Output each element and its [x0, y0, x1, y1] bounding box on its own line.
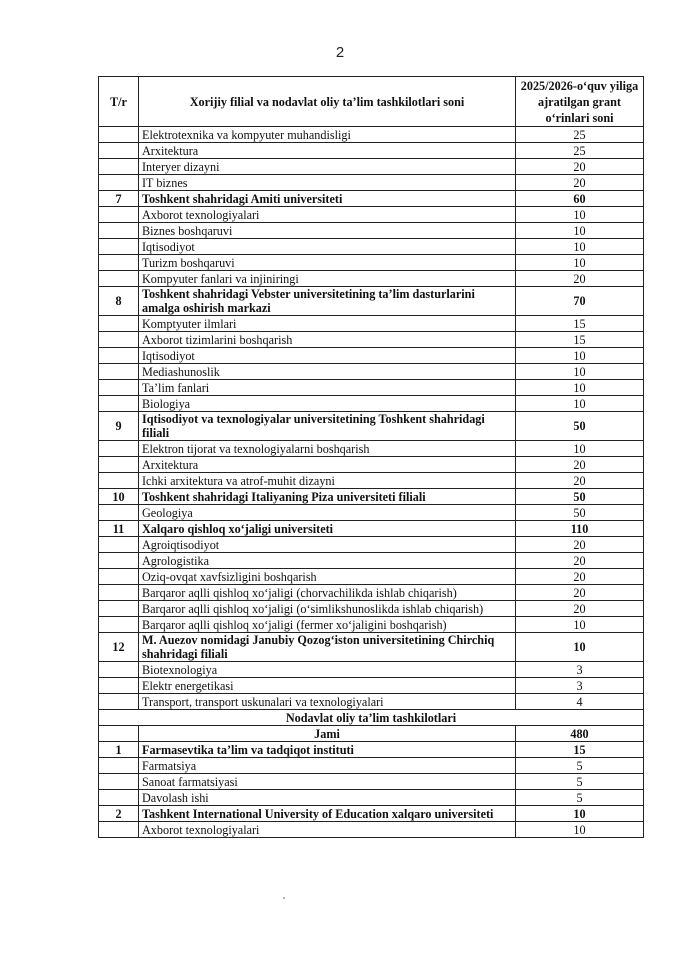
row-number: 9: [99, 412, 139, 441]
row-number: [99, 774, 139, 790]
program-name: Kompyuter fanlari va injiniringi: [139, 271, 516, 287]
grant-count: 20: [516, 553, 644, 569]
grant-count: 20: [516, 457, 644, 473]
row-number: [99, 364, 139, 380]
row-number: [99, 585, 139, 601]
scan-dot: [283, 897, 285, 899]
program-name: Agroiqtisodiyot: [139, 537, 516, 553]
grant-count: 5: [516, 758, 644, 774]
institution-row: [99, 806, 644, 822]
program-row: [99, 127, 644, 143]
row-number: [99, 601, 139, 617]
institution-row: [99, 633, 644, 662]
row-number: [99, 380, 139, 396]
program-row: [99, 332, 644, 348]
row-number: [99, 457, 139, 473]
grant-count: 25: [516, 127, 644, 143]
grant-count: 4: [516, 694, 644, 710]
program-row: [99, 207, 644, 223]
grant-count: 10: [516, 822, 644, 838]
program-row: [99, 662, 644, 678]
institution-name: Tashkent International University of Education xalqaro universiteti: [139, 806, 516, 822]
program-name: Biznes boshqaruvi: [139, 223, 516, 239]
row-number: [99, 271, 139, 287]
program-row: [99, 348, 644, 364]
grant-count: 10: [516, 223, 644, 239]
program-row: [99, 457, 644, 473]
row-number: [99, 159, 139, 175]
row-number: [99, 662, 139, 678]
program-name: Iqtisodiyot: [139, 239, 516, 255]
program-row: [99, 271, 644, 287]
row-number: [99, 758, 139, 774]
grant-count: 50: [516, 489, 644, 505]
grant-count: 10: [516, 207, 644, 223]
grant-count: 20: [516, 159, 644, 175]
program-name: Arxitektura: [139, 143, 516, 159]
page-number: 2: [335, 44, 345, 61]
program-row: [99, 553, 644, 569]
program-name: Barqaror aqlli qishloq xo‘jaligi (o‘simlikshunoslikda ishlab chiqarish): [139, 601, 516, 617]
program-row: [99, 223, 644, 239]
program-name: Axborot texnologiyalari: [139, 207, 516, 223]
program-name: Komptyuter ilmlari: [139, 316, 516, 332]
program-row: [99, 601, 644, 617]
program-row: [99, 473, 644, 489]
program-name: Ichki arxitektura va atrof-muhit dizayni: [139, 473, 516, 489]
row-number: [99, 239, 139, 255]
header-number: T/r: [99, 77, 139, 127]
program-name: Mediashunoslik: [139, 364, 516, 380]
grant-count: 20: [516, 271, 644, 287]
grant-count: 10: [516, 806, 644, 822]
grant-count: 20: [516, 585, 644, 601]
grant-count: 10: [516, 255, 644, 271]
section-row: [99, 710, 644, 726]
program-row: [99, 239, 644, 255]
institution-row: [99, 191, 644, 207]
program-row: [99, 678, 644, 694]
institution-row: [99, 742, 644, 758]
program-name: Interyer dizayni: [139, 159, 516, 175]
grant-count: 20: [516, 537, 644, 553]
row-number: 11: [99, 521, 139, 537]
program-name: Axborot texnologiyalari: [139, 822, 516, 838]
institution-name: Iqtisodiyot va texnologiyalar universitetining Toshkent shahridagi filiali: [139, 412, 516, 441]
program-name: Elektron tijorat va texnologiyalarni boshqarish: [139, 441, 516, 457]
program-row: [99, 758, 644, 774]
program-row: [99, 694, 644, 710]
institution-name: Toshkent shahridagi Italiyaning Piza universiteti filiali: [139, 489, 516, 505]
program-row: [99, 790, 644, 806]
grant-count: 20: [516, 473, 644, 489]
institution-row: [99, 521, 644, 537]
program-row: [99, 774, 644, 790]
grant-count: 60: [516, 191, 644, 207]
program-row: [99, 159, 644, 175]
header-name: Xorijiy filial va nodavlat oliy ta’lim tashkilotlari soni: [139, 77, 516, 127]
program-name: Farmatsiya: [139, 758, 516, 774]
grant-count: 70: [516, 287, 644, 316]
program-row: [99, 585, 644, 601]
row-number: [99, 396, 139, 412]
row-number: 1: [99, 742, 139, 758]
grant-count: 10: [516, 380, 644, 396]
header-count: 2025/2026-o‘quv yiliga ajratilgan grant o‘rinlari soni: [516, 77, 644, 127]
grant-count: 15: [516, 332, 644, 348]
program-name: Arxitektura: [139, 457, 516, 473]
row-number: [99, 617, 139, 633]
row-number: [99, 143, 139, 159]
institution-name: Xalqaro qishloq xo‘jaligi universiteti: [139, 521, 516, 537]
program-row: [99, 537, 644, 553]
row-number: 10: [99, 489, 139, 505]
program-row: [99, 143, 644, 159]
row-number: [99, 569, 139, 585]
row-number: [99, 822, 139, 838]
program-row: [99, 441, 644, 457]
program-row: [99, 364, 644, 380]
total-label: Jami: [139, 726, 516, 742]
row-number: [99, 316, 139, 332]
row-number: [99, 537, 139, 553]
grant-count: 10: [516, 617, 644, 633]
program-name: Biotexnologiya: [139, 662, 516, 678]
program-row: [99, 617, 644, 633]
row-number: [99, 127, 139, 143]
program-name: Barqaror aqlli qishloq xo‘jaligi (chorvachilikda ishlab chiqarish): [139, 585, 516, 601]
grant-count: 50: [516, 505, 644, 521]
grant-count: 10: [516, 348, 644, 364]
program-name: Transport, transport uskunalari va texnologiyalari: [139, 694, 516, 710]
row-number: 8: [99, 287, 139, 316]
row-number: [99, 694, 139, 710]
program-name: Sanoat farmatsiyasi: [139, 774, 516, 790]
program-name: Ta’lim fanlari: [139, 380, 516, 396]
row-number: [99, 332, 139, 348]
row-number: [99, 348, 139, 364]
row-number: 2: [99, 806, 139, 822]
institution-name: Farmasevtika ta’lim va tadqiqot instituti: [139, 742, 516, 758]
grant-count: 10: [516, 633, 644, 662]
program-name: Agrologistika: [139, 553, 516, 569]
grant-count: 10: [516, 441, 644, 457]
row-number: [99, 207, 139, 223]
row-number: [99, 473, 139, 489]
program-name: Biologiya: [139, 396, 516, 412]
row-number: [99, 175, 139, 191]
grant-count: 20: [516, 569, 644, 585]
program-name: Barqaror aqlli qishloq xo‘jaligi (fermer xo‘jaligini boshqarish): [139, 617, 516, 633]
program-row: [99, 175, 644, 191]
row-number: [99, 726, 139, 742]
institution-name: Toshkent shahridagi Amiti universiteti: [139, 191, 516, 207]
institution-name: Toshkent shahridagi Vebster universitetining ta’lim dasturlarini amalga oshirish markazi: [139, 287, 516, 316]
grant-count: 15: [516, 742, 644, 758]
program-row: [99, 505, 644, 521]
grant-table: [98, 76, 644, 838]
section-title: Nodavlat oliy ta’lim tashkilotlari: [99, 710, 644, 726]
row-number: [99, 505, 139, 521]
program-name: Elektrotexnika va kompyuter muhandisligi: [139, 127, 516, 143]
grant-count: 10: [516, 364, 644, 380]
grant-count: 5: [516, 774, 644, 790]
grant-count: 20: [516, 601, 644, 617]
table-body: [99, 127, 644, 838]
row-number: [99, 790, 139, 806]
grant-count: 25: [516, 143, 644, 159]
row-number: [99, 223, 139, 239]
row-number: [99, 255, 139, 271]
total-row: [99, 726, 644, 742]
program-name: IT biznes: [139, 175, 516, 191]
program-name: Turizm boshqaruvi: [139, 255, 516, 271]
program-name: Iqtisodiyot: [139, 348, 516, 364]
row-number: 12: [99, 633, 139, 662]
grant-count: 10: [516, 396, 644, 412]
program-name: Davolash ishi: [139, 790, 516, 806]
institution-row: [99, 489, 644, 505]
institution-row: [99, 287, 644, 316]
program-row: [99, 569, 644, 585]
institution-row: [99, 412, 644, 441]
grant-count: 3: [516, 678, 644, 694]
program-row: [99, 822, 644, 838]
program-name: Oziq-ovqat xavfsizligini boshqarish: [139, 569, 516, 585]
row-number: [99, 553, 139, 569]
grant-count: 5: [516, 790, 644, 806]
grant-count: 15: [516, 316, 644, 332]
program-row: [99, 396, 644, 412]
program-row: [99, 380, 644, 396]
program-name: Geologiya: [139, 505, 516, 521]
program-name: Axborot tizimlarini boshqarish: [139, 332, 516, 348]
row-number: 7: [99, 191, 139, 207]
program-row: [99, 316, 644, 332]
table-header-row: [99, 77, 644, 127]
row-number: [99, 678, 139, 694]
total-count: 480: [516, 726, 644, 742]
grant-count: 50: [516, 412, 644, 441]
grant-count: 20: [516, 175, 644, 191]
grant-count: 3: [516, 662, 644, 678]
program-name: Elektr energetikasi: [139, 678, 516, 694]
institution-name: M. Auezov nomidagi Janubiy Qozog‘iston universitetining Chirchiq shahridagi filiali: [139, 633, 516, 662]
row-number: [99, 441, 139, 457]
grant-count: 110: [516, 521, 644, 537]
grant-count: 10: [516, 239, 644, 255]
program-row: [99, 255, 644, 271]
